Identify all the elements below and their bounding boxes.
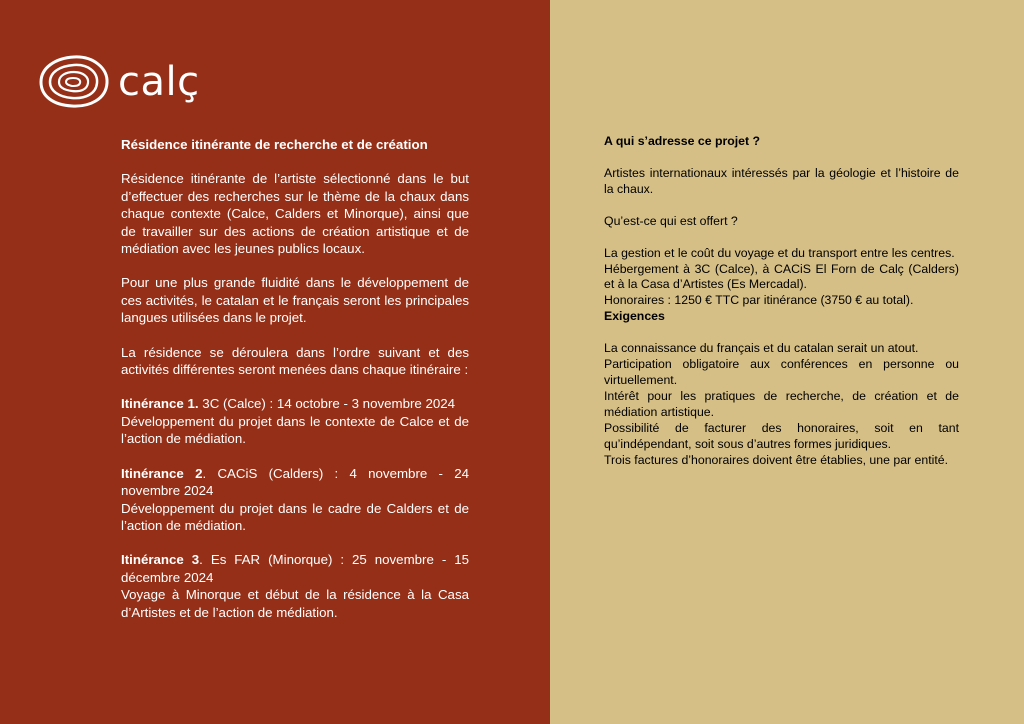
- logo: [38, 54, 200, 110]
- offer-question: Qu’est-ce qui est offert ?: [604, 213, 738, 228]
- requirement-line: La connaissance du français et du catalan serait un atout.: [604, 341, 919, 356]
- offer-line: Hébergement à 3C (Calce), à CACiS El Forn de Calç (Calders) et à la Casa d’Artistes (Es Mercadal).: [604, 261, 959, 292]
- itinerary-1-description: Développement du projet dans le contexte de Calce et de l’action de médiation.: [121, 413, 469, 447]
- right-content: [604, 134, 959, 468]
- requirements-list: [604, 341, 959, 468]
- itinerary-1-detail: 3C (Calce) : 14 octobre - 3 novembre 2024: [198, 396, 456, 412]
- audience-text: Artistes internationaux intéressés par la géologie et l’histoire de la chaux.: [604, 165, 959, 196]
- itinerary-2-description: Développement du projet dans le cadre de Calders et de l’action de médiation.: [121, 500, 469, 533]
- itinerary-2-detail: . CACiS (Calders) : 4 novembre - 24 novembre 2024: [121, 465, 470, 499]
- requirement-line: Participation obligatoire aux conférences en personne ou virtuellement.: [604, 357, 959, 387]
- offer-line: Honoraires : 1250 € TTC par itinérance (3750 € au total).: [604, 293, 914, 308]
- requirements-heading: Exigences: [604, 309, 665, 324]
- itinerary-3: [121, 551, 469, 621]
- requirement-line: Intérêt pour les pratiques de recherche, de création et de médiation artistique.: [604, 388, 959, 419]
- residence-paragraph-3: La résidence se déroulera dans l’ordre suivant et des activités différentes seront menées dans chaque itinéraire :: [121, 344, 469, 378]
- itinerary-3-description: Voyage à Minorque et début de la résidence à la Casa d’Artistes et de l’action de médiation.: [121, 587, 469, 620]
- offer-list: [604, 246, 959, 310]
- left-content: [121, 136, 469, 621]
- audience-heading: A qui s’adresse ce projet ?: [604, 134, 761, 148]
- itinerary-1-label: Itinérance 1.: [121, 396, 199, 412]
- itinerary-2: [121, 465, 469, 535]
- brand-name: calç: [118, 59, 200, 105]
- itinerary-3-label: Itinérance 3: [121, 552, 200, 568]
- requirement-line: Possibilité de facturer des honoraires, soit en tant qu’indépendant, soit sous d’autres formes juridiques.: [604, 420, 959, 451]
- concentric-rings-icon: [38, 54, 110, 110]
- residence-paragraph-2: Pour une plus grande fluidité dans le développement de ces activités, le catalan et le français seront les principales langues utilisées dans le projet.: [121, 275, 469, 326]
- itinerary-1: [121, 395, 469, 447]
- itinerary-3-detail: . Es FAR (Minorque) : 25 novembre - 15 décembre 2024: [121, 552, 470, 585]
- itinerary-2-label: Itinérance 2: [121, 465, 203, 481]
- residence-paragraph-1: Résidence itinérante de l’artiste sélectionné dans le but d’effectuer des recherches sur le thème de la chaux dans chaque contexte (Calce, Calders et Minorque), ainsi que de travailler sur des actions de création artistique et de médiation avec les jeunes publics locaux.: [121, 171, 469, 257]
- residence-heading: Résidence itinérante de recherche et de création: [121, 137, 428, 152]
- requirement-line: Trois factures d’honoraires doivent être établies, une par entité.: [604, 452, 949, 467]
- offer-line: La gestion et le coût du voyage et du transport entre les centres.: [604, 245, 955, 260]
